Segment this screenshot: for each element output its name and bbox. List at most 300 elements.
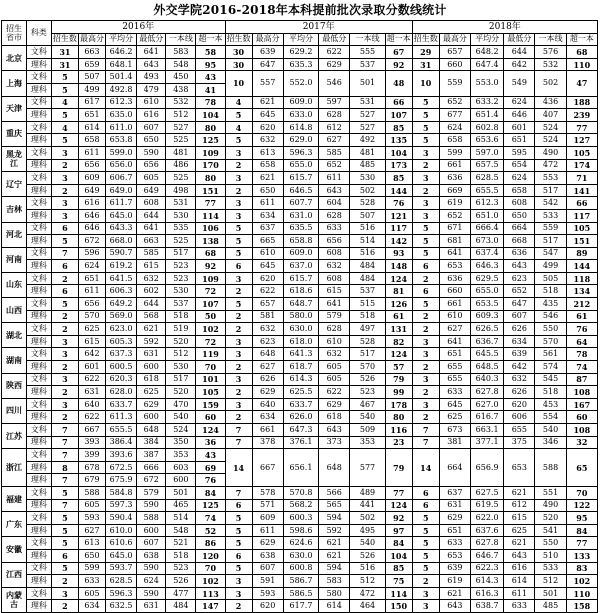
subject-cell: 理科 <box>26 159 51 172</box>
score-cell: 631 <box>439 499 470 512</box>
score-cell: 533 <box>535 562 566 575</box>
score-cell: 6 <box>51 260 78 273</box>
score-cell: 641 <box>137 222 166 235</box>
score-cell: 99 <box>385 386 412 399</box>
score-cell: 2 <box>225 323 252 336</box>
table-row <box>2 424 598 437</box>
score-cell: 673.0 <box>470 235 503 248</box>
header-metric: 最低分 <box>137 33 166 46</box>
header-metric: 最低分 <box>504 33 535 46</box>
score-cell: 5 <box>412 96 439 109</box>
score-cell: 76 <box>566 323 597 336</box>
score-cell: 72 <box>196 335 225 348</box>
province-cell: 广东 <box>2 512 27 537</box>
score-cell: 621 <box>439 587 470 600</box>
score-cell: 3 <box>51 348 78 361</box>
score-cell: 7 <box>412 436 439 449</box>
score-cell: 514 <box>350 235 385 248</box>
score-cell: 481 <box>350 146 385 159</box>
score-cell: 523 <box>350 386 385 399</box>
score-cell: 665 <box>252 235 283 248</box>
subject-cell: 理科 <box>26 436 51 449</box>
score-cell: 656 <box>78 298 105 311</box>
score-cell: 650 <box>78 549 105 562</box>
score-cell: 590.7 <box>105 247 136 260</box>
score-cell: 505 <box>535 272 566 285</box>
score-cell: 650 <box>252 184 283 197</box>
score-cell: 622 <box>319 46 350 59</box>
score-cell: 632 <box>319 260 350 273</box>
score-cell: 2 <box>51 361 78 374</box>
table-row <box>2 562 598 575</box>
score-cell: 97 <box>385 524 412 537</box>
score-cell: 622.3 <box>470 562 503 575</box>
province-cell: 湖北 <box>2 323 27 348</box>
score-cell: 599 <box>439 146 470 159</box>
score-cell: 514 <box>166 512 196 525</box>
score-cell: 635.0 <box>105 109 136 122</box>
score-cell: 527 <box>350 109 385 122</box>
score-cell: 3 <box>412 373 439 386</box>
score-cell: 540 <box>350 537 385 550</box>
score-cell: 625 <box>439 411 470 424</box>
score-cell: 647 <box>504 298 535 311</box>
score-cell: 6 <box>412 260 439 273</box>
score-cell: 638 <box>137 549 166 562</box>
subject-cell: 理科 <box>26 411 51 424</box>
score-cell: 2 <box>51 575 78 588</box>
score-cell: 102 <box>566 575 597 588</box>
score-cell: 530 <box>350 172 385 185</box>
score-cell: 2 <box>51 272 78 285</box>
score-cell: 3 <box>412 587 439 600</box>
score-cell: 105 <box>566 222 597 235</box>
score-cell: 646 <box>78 222 105 235</box>
score-cell: 644 <box>137 209 166 222</box>
score-cell: 637 <box>439 486 470 499</box>
score-cell: 600 <box>137 411 166 424</box>
header-metric: 平均分 <box>105 33 136 46</box>
score-cell: 393 <box>78 436 105 449</box>
score-cell: 593.7 <box>105 562 136 575</box>
score-cell: 628 <box>319 109 350 122</box>
score-cell: 549 <box>504 71 535 96</box>
score-cell: 610 <box>319 335 350 348</box>
score-cell: 632 <box>252 323 283 336</box>
score-cell: 43 <box>196 71 225 84</box>
subject-cell: 理科 <box>26 575 51 588</box>
score-cell: 627.0 <box>470 398 503 411</box>
score-cell: 600.8 <box>283 562 318 575</box>
score-cell: 629.2 <box>283 46 318 59</box>
score-cell: 657.5 <box>470 159 503 172</box>
score-cell: 526 <box>350 549 385 562</box>
score-cell: 490 <box>535 499 566 512</box>
score-cell: 663.1 <box>470 424 503 437</box>
score-cell: 666.4 <box>470 222 503 235</box>
score-cell: 519 <box>166 323 196 336</box>
province-cell: 陕西 <box>2 373 27 398</box>
score-cell: 5 <box>51 537 78 550</box>
subject-cell: 文科 <box>26 373 51 386</box>
score-cell: 651 <box>78 272 105 285</box>
score-cell: 552.0 <box>283 71 318 96</box>
score-cell: 661 <box>439 159 470 172</box>
score-cell: 75 <box>385 575 412 588</box>
score-cell: 681 <box>439 235 470 248</box>
score-cell: 636 <box>439 272 470 285</box>
header-metric: 超一本 <box>196 33 225 46</box>
score-cell: 5 <box>51 298 78 311</box>
table-row <box>2 549 598 562</box>
score-cell: 346 <box>535 436 566 449</box>
header-metric: 最高分 <box>252 33 283 46</box>
score-cell: 626 <box>504 323 535 336</box>
score-cell: 76 <box>385 197 412 210</box>
score-cell: 631 <box>78 386 105 399</box>
score-cell: 645.0 <box>105 549 136 562</box>
subject-cell: 理科 <box>26 474 51 487</box>
province-cell: 江西 <box>2 562 27 587</box>
score-cell: 621 <box>252 96 283 109</box>
score-cell: 520 <box>166 335 196 348</box>
score-cell: 3 <box>225 172 252 185</box>
score-cell: 3 <box>412 172 439 185</box>
score-cell: 118 <box>566 272 597 285</box>
score-cell: 350 <box>166 436 196 449</box>
score-cell: 612.3 <box>105 96 136 109</box>
score-cell: 650 <box>137 134 166 147</box>
score-cell: 2 <box>51 159 78 172</box>
score-cell: 104 <box>385 549 412 562</box>
score-cell: 384 <box>137 436 166 449</box>
score-cell: 5 <box>51 235 78 248</box>
score-cell: 378 <box>252 436 283 449</box>
score-cell: 48 <box>385 71 412 96</box>
score-cell: 484 <box>350 260 385 273</box>
score-cell: 611 <box>78 285 105 298</box>
score-cell: 490 <box>535 146 566 159</box>
table-row <box>2 222 598 235</box>
score-cell: 516 <box>350 562 385 575</box>
score-cell: 547 <box>535 247 566 260</box>
score-cell: 642 <box>504 361 535 374</box>
table-row <box>2 512 598 525</box>
score-cell: 612 <box>504 499 535 512</box>
score-cell: 502 <box>350 512 385 525</box>
score-cell: 79 <box>385 373 412 386</box>
score-cell: 646.5 <box>283 184 318 197</box>
score-cell: 68 <box>566 46 597 59</box>
score-cell: 512 <box>166 109 196 122</box>
score-cell: 3 <box>51 587 78 600</box>
score-cell: 667 <box>78 424 105 437</box>
score-cell: 625.5 <box>283 386 318 399</box>
score-cell: 527 <box>350 121 385 134</box>
score-cell: 618.0 <box>283 335 318 348</box>
score-cell: 622 <box>78 373 105 386</box>
score-cell: 516 <box>350 247 385 260</box>
score-cell: 597 <box>319 96 350 109</box>
score-cell: 553 <box>535 172 566 185</box>
score-cell: 5 <box>412 524 439 537</box>
table-row <box>2 96 598 109</box>
score-cell: 606 <box>504 411 535 424</box>
score-cell: 620 <box>504 398 535 411</box>
subject-cell: 理科 <box>26 386 51 399</box>
score-cell: 615 <box>137 260 166 273</box>
score-cell: 7 <box>412 424 439 437</box>
subject-cell: 理科 <box>26 524 51 537</box>
score-cell: 643 <box>137 58 166 71</box>
score-cell: 3 <box>225 197 252 210</box>
province-cell: 河北 <box>2 222 27 247</box>
score-cell: 678 <box>78 461 105 474</box>
score-cell: 2 <box>225 411 252 424</box>
score-cell: 472 <box>350 587 385 600</box>
score-cell: 105 <box>196 386 225 399</box>
score-cell: 87 <box>566 373 597 386</box>
score-cell: 661 <box>439 298 470 311</box>
table-row <box>2 172 598 185</box>
score-cell: 83 <box>566 562 597 575</box>
score-cell: 641 <box>439 335 470 348</box>
score-cell: 594 <box>319 512 350 525</box>
score-cell: 523 <box>166 260 196 273</box>
score-cell: 124 <box>385 499 412 512</box>
score-cell: 624 <box>78 260 105 273</box>
score-cell: 638.7 <box>470 600 503 613</box>
header-metric: 招生数 <box>225 33 252 46</box>
score-cell: 615.7 <box>283 272 318 285</box>
score-cell: 525 <box>166 172 196 185</box>
score-cell: 2 <box>412 386 439 399</box>
score-cell: 531 <box>350 96 385 109</box>
score-cell: 655.0 <box>470 285 503 298</box>
score-cell: 481 <box>166 146 196 159</box>
score-cell: 92 <box>385 512 412 525</box>
score-cell: 621 <box>504 537 535 550</box>
score-cell: 559 <box>439 71 470 96</box>
score-cell: 6 <box>412 486 439 499</box>
subject-cell: 文科 <box>26 71 51 84</box>
score-cell: 7 <box>225 486 252 499</box>
score-cell: 5 <box>412 537 439 550</box>
score-cell: 8 <box>51 461 78 474</box>
score-cell: 526 <box>350 373 385 386</box>
score-cell: 5 <box>51 512 78 525</box>
score-cell: 653 <box>439 549 470 562</box>
header-year-2017: 2017年 <box>225 21 412 34</box>
score-cell: 627.8 <box>470 386 503 399</box>
score-cell: 497 <box>350 323 385 336</box>
score-cell: 80 <box>196 121 225 134</box>
score-cell: 30 <box>225 58 252 71</box>
score-cell: 633 <box>439 386 470 399</box>
score-cell: 14 <box>225 449 252 487</box>
score-cell: 5 <box>225 562 252 575</box>
province-cell: 河南 <box>2 247 27 272</box>
score-cell: 550 <box>535 537 566 550</box>
score-cell: 588 <box>78 486 105 499</box>
score-cell: 527 <box>166 121 196 134</box>
table-row <box>2 310 598 323</box>
score-cell: 70 <box>196 361 225 374</box>
score-cell: 68 <box>196 247 225 260</box>
subject-cell: 文科 <box>26 398 51 411</box>
score-cell: 627 <box>439 323 470 336</box>
score-cell: 657 <box>439 46 470 59</box>
score-cell: 7 <box>51 449 78 462</box>
province-cell: 辽宁 <box>2 172 27 197</box>
table-row <box>2 537 598 550</box>
score-cell: 52 <box>196 524 225 537</box>
score-cell: 509 <box>350 424 385 437</box>
score-cell: 2 <box>412 575 439 588</box>
score-cell: 2 <box>51 600 78 613</box>
score-cell: 614 <box>78 121 105 134</box>
score-cell: 648 <box>252 348 283 361</box>
table-row <box>2 46 598 59</box>
table-row <box>2 348 598 361</box>
score-cell: 612.3 <box>470 197 503 210</box>
score-cell: 641 <box>319 298 350 311</box>
score-cell: 659 <box>78 58 105 71</box>
score-cell: 579 <box>137 486 166 499</box>
score-cell: 644 <box>504 46 535 59</box>
score-cell: 619 <box>439 575 470 588</box>
score-cell: 93 <box>385 247 412 260</box>
score-cell: 3 <box>412 209 439 222</box>
score-cell: 72 <box>196 285 225 298</box>
score-cell: 625 <box>137 386 166 399</box>
score-cell: 64 <box>566 335 597 348</box>
score-cell: 3 <box>51 172 78 185</box>
page-title: 外交学院2016-2018年本科提前批次录取分数线统计 <box>153 3 447 17</box>
score-cell: 635.3 <box>283 58 318 71</box>
province-cell: 吉林 <box>2 197 27 222</box>
score-cell: 624 <box>504 172 535 185</box>
score-cell: 627 <box>78 524 105 537</box>
score-cell: 610 <box>439 310 470 323</box>
table-row <box>2 361 598 374</box>
score-cell: 626 <box>504 386 535 399</box>
score-cell: 84 <box>196 486 225 499</box>
score-cell: 617 <box>78 96 105 109</box>
score-cell: 596 <box>78 247 105 260</box>
score-cell: 464 <box>350 600 385 613</box>
score-cell: 5 <box>412 298 439 311</box>
table-row <box>2 197 598 210</box>
score-cell: 639 <box>504 348 535 361</box>
score-cell: 109 <box>196 146 225 159</box>
score-cell: 3 <box>51 335 78 348</box>
subject-cell: 理科 <box>26 83 51 96</box>
score-cell: 441 <box>350 499 385 512</box>
header-province: 招生省市 <box>2 21 27 46</box>
score-cell: 470 <box>166 398 196 411</box>
score-cell: 577 <box>350 449 385 487</box>
subject-cell: 理科 <box>26 235 51 248</box>
score-cell: 615 <box>319 285 350 298</box>
score-cell: 104 <box>385 146 412 159</box>
score-cell: 2 <box>225 285 252 298</box>
score-cell: 3 <box>412 197 439 210</box>
table-row <box>2 298 598 311</box>
score-cell: 520 <box>166 386 196 399</box>
score-cell: 633.2 <box>470 96 503 109</box>
score-cell: 7 <box>51 424 78 437</box>
score-cell: 517 <box>166 373 196 386</box>
score-cell: 652 <box>319 159 350 172</box>
score-cell: 651.4 <box>470 109 503 122</box>
score-cell: 3 <box>225 398 252 411</box>
score-cell: 630.0 <box>283 323 318 336</box>
score-cell: 626.0 <box>283 411 318 424</box>
score-cell: 188 <box>566 96 597 109</box>
score-cell: 648 <box>319 449 350 487</box>
score-cell: 664 <box>439 449 470 487</box>
score-cell: 636 <box>504 247 535 260</box>
score-cell: 3 <box>225 146 252 159</box>
score-cell: 595 <box>504 146 535 159</box>
score-cell: 3 <box>51 209 78 222</box>
score-cell: 533 <box>535 209 566 222</box>
score-cell: 117 <box>385 222 412 235</box>
score-cell: 645.0 <box>105 209 136 222</box>
score-cell: 526 <box>166 575 196 588</box>
score-cell: 622 <box>252 285 283 298</box>
score-cell: 671 <box>439 222 470 235</box>
score-cell: 131 <box>385 323 412 336</box>
score-cell: 530 <box>166 361 196 374</box>
table-row <box>2 109 598 122</box>
score-cell: 651 <box>504 134 535 147</box>
subject-cell: 理科 <box>26 209 51 222</box>
score-cell: 5 <box>225 524 252 537</box>
score-cell: 92 <box>196 260 225 273</box>
score-cell: 517 <box>350 348 385 361</box>
score-cell: 67 <box>385 46 412 59</box>
score-cell: 407 <box>535 109 566 122</box>
score-cell: 673 <box>439 424 470 437</box>
score-cell: 108 <box>566 386 597 399</box>
score-cell: 634 <box>78 600 105 613</box>
score-cell: 7 <box>51 247 78 260</box>
score-cell: 74 <box>566 361 597 374</box>
score-cell: 608 <box>504 197 535 210</box>
score-cell: 653.5 <box>470 298 503 311</box>
score-cell: 2 <box>412 323 439 336</box>
score-cell: 643 <box>319 424 350 437</box>
score-cell: 583 <box>166 46 196 59</box>
header-subject: 科类 <box>26 21 51 46</box>
score-cell: 551 <box>535 486 566 499</box>
score-cell: 637.6 <box>470 524 503 537</box>
province-cell: 内蒙古 <box>2 587 27 612</box>
score-cell: 3 <box>51 146 78 159</box>
subject-cell: 文科 <box>26 172 51 185</box>
score-cell: 174 <box>566 159 597 172</box>
score-cell: 599.0 <box>105 146 136 159</box>
score-cell: 173 <box>385 159 412 172</box>
subject-cell: 文科 <box>26 96 51 109</box>
score-cell: 102 <box>196 323 225 336</box>
header-metric: 超一本 <box>385 33 412 46</box>
header-metric: 招生数 <box>51 33 78 46</box>
score-cell: 5 <box>225 134 252 147</box>
score-cell: 621 <box>504 486 535 499</box>
